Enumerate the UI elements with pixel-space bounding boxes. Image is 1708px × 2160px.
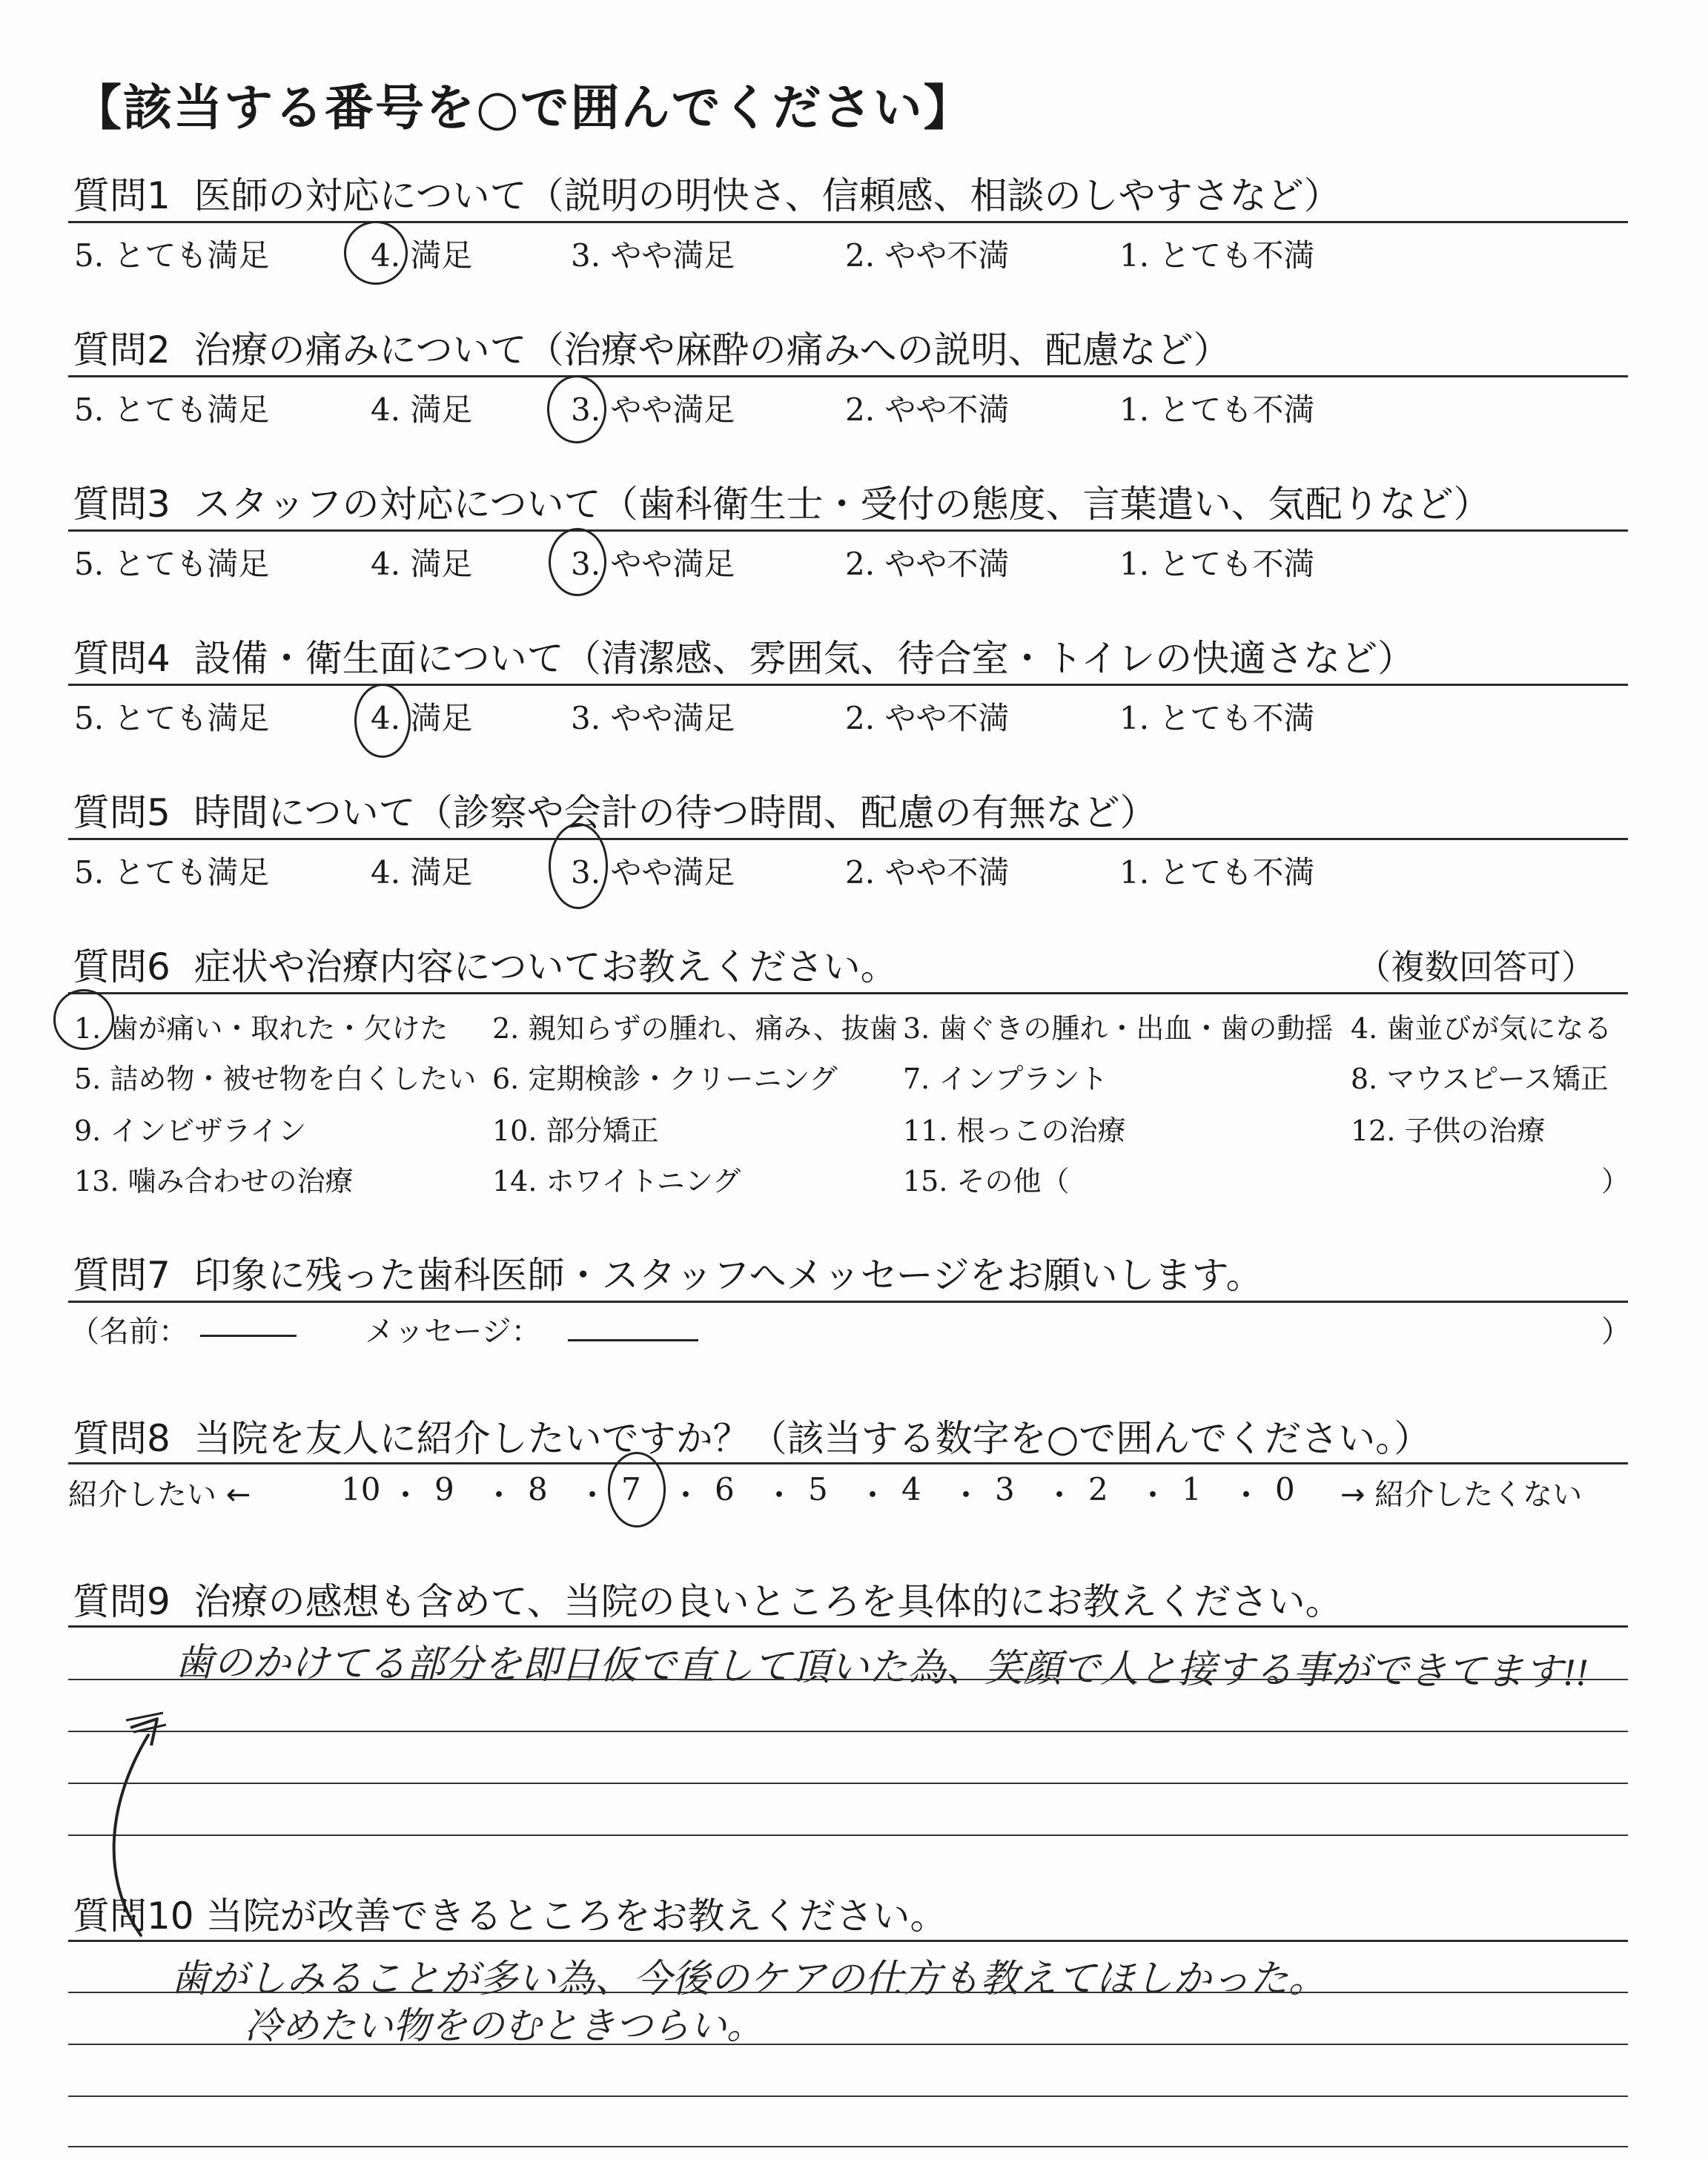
divider (68, 1625, 1628, 1628)
answer-line (68, 2044, 1628, 2045)
scale-value-10[interactable]: 10 (341, 1471, 381, 1507)
scale-separator: ・ (483, 1477, 515, 1513)
q6-item-15-close: ） (1601, 1165, 1630, 1198)
q10-handwritten-answer-line-1: 歯がしみることが多い為、今後のケアの仕方も教えてほしかった。 (171, 1958, 1328, 2001)
scale-value-4[interactable]: 4 (901, 1471, 921, 1507)
q3-option-3[interactable]: 3. やや満足 (571, 546, 735, 582)
question-text: スタッフの対応について（歯科衛生士・受付の態度、言葉遣い、気配りなど） (193, 483, 1491, 526)
question-text: 症状や治療内容についてお教えください。 (193, 945, 898, 988)
scale-separator: ・ (670, 1477, 702, 1513)
question-text: 時間について（診察や会計の待つ時間、配慮の有無など） (193, 791, 1157, 834)
scale-separator: ・ (577, 1477, 609, 1513)
question-label: 質問10 (73, 1895, 194, 1938)
divider (68, 992, 1628, 994)
question-3 (73, 475, 1491, 528)
question-label: 質問3 (73, 483, 171, 526)
q6-item-12[interactable]: 12. 子供の治療 (1351, 1114, 1546, 1147)
q2-option-1[interactable]: 1. とても不満 (1119, 392, 1315, 428)
scale-separator: ・ (1044, 1477, 1076, 1513)
q6-item-4[interactable]: 4. 歯並びが気になる (1351, 1012, 1612, 1045)
divider (68, 375, 1628, 377)
question-5 (73, 783, 1157, 836)
q6-item-9[interactable]: 9. インビザライン (74, 1114, 307, 1147)
divider (68, 838, 1628, 840)
answer-line (68, 1679, 1628, 1680)
scale-separator: ・ (764, 1477, 795, 1513)
q6-item-10[interactable]: 10. 部分矯正 (492, 1114, 659, 1147)
divider (68, 684, 1628, 686)
q6-item-8[interactable]: 8. マウスピース矯正 (1351, 1063, 1609, 1095)
question-10 (73, 1886, 947, 1940)
scale-separator: ・ (390, 1477, 422, 1513)
scale-separator: ・ (1137, 1477, 1169, 1513)
close-paren: ） (1601, 1315, 1631, 1349)
q9-handwritten-answer: 歯のかけてる部分を即日仮で直して頂いた為、笑顔で人と接する事ができてます!! (174, 1642, 1589, 1694)
answer-line (68, 1783, 1628, 1784)
q6-item-15[interactable]: 15. その他（ (903, 1165, 1070, 1198)
q6-item-2[interactable]: 2. 親知らずの腫れ、痛み、抜歯 (492, 1012, 898, 1045)
q1-option-4[interactable]: 4. 満足 (371, 237, 473, 274)
q6-item-1[interactable]: 1. 歯が痛い・取れた・欠けた (74, 1012, 448, 1045)
question-label: 質問4 (73, 637, 171, 680)
q6-item-14[interactable]: 14. ホワイトニング (492, 1165, 741, 1198)
answer-line (68, 2146, 1628, 2147)
q6-item-7[interactable]: 7. インプラント (903, 1063, 1108, 1095)
q6-item-13[interactable]: 13. 噛み合わせの治療 (74, 1165, 354, 1198)
question-label: 質問7 (73, 1254, 171, 1297)
scale-separator: ・ (1231, 1477, 1262, 1513)
q5-option-3[interactable]: 3. やや満足 (571, 854, 735, 891)
question-9 (73, 1572, 1343, 1625)
question-text: 当院を友人に紹介したいですか？（該当する数字を○で囲んでください。） (193, 1417, 1431, 1460)
scale-value-7[interactable]: 7 (621, 1471, 641, 1507)
q5-option-2[interactable]: 2. やや不満 (845, 854, 1010, 891)
q4-option-2[interactable]: 2. やや不満 (845, 700, 1010, 736)
q4-option-5[interactable]: 5. とても満足 (74, 700, 270, 736)
q3-option-2[interactable]: 2. やや不満 (845, 546, 1010, 582)
q2-option-3[interactable]: 3. やや満足 (571, 392, 735, 428)
recommend-right-label: → 紹介したくない (1340, 1478, 1583, 1512)
page-title: 【該当する番号を○で囲んでください】 (73, 79, 974, 136)
q4-option-4[interactable]: 4. 満足 (371, 700, 473, 736)
q1-option-2[interactable]: 2. やや不満 (845, 237, 1010, 274)
scale-value-5[interactable]: 5 (808, 1471, 828, 1507)
question-7 (73, 1246, 1263, 1299)
scale-separator: ・ (950, 1477, 982, 1513)
answer-line (68, 1731, 1628, 1732)
q3-option-4[interactable]: 4. 満足 (371, 546, 473, 582)
q2-option-2[interactable]: 2. やや不満 (845, 392, 1010, 428)
scale-value-3[interactable]: 3 (995, 1471, 1015, 1507)
question-8 (73, 1409, 1431, 1462)
question-4 (73, 629, 1414, 682)
name-label: （名前： (70, 1315, 188, 1349)
q5-option-4[interactable]: 4. 満足 (371, 854, 473, 891)
q6-item-6[interactable]: 6. 定期検診・クリーニング (492, 1063, 838, 1095)
q1-option-1[interactable]: 1. とても不満 (1119, 237, 1315, 274)
q5-option-1[interactable]: 1. とても不満 (1119, 854, 1315, 891)
question-text: 印象に残った歯科医師・スタッフへメッセージをお願いします。 (193, 1254, 1263, 1297)
divider (68, 529, 1628, 532)
scale-value-9[interactable]: 9 (434, 1471, 454, 1507)
scale-value-1[interactable]: 1 (1182, 1471, 1202, 1507)
q4-option-3[interactable]: 3. やや満足 (571, 700, 735, 736)
q1-option-3[interactable]: 3. やや満足 (571, 237, 735, 274)
question-text: 治療の痛みについて（治療や麻酔の痛みへの説明、配慮など） (193, 328, 1231, 371)
q5-option-5[interactable]: 5. とても満足 (74, 854, 270, 891)
q2-option-4[interactable]: 4. 満足 (371, 392, 473, 428)
question-label: 質問6 (73, 945, 171, 988)
q2-option-5[interactable]: 5. とても満足 (74, 392, 270, 428)
question-text: 設備・衛生面について（清潔感、雰囲気、待合室・トイレの快適さなど） (193, 637, 1415, 680)
question-text: 当院が改善できるところをお教えください。 (205, 1895, 947, 1938)
question-label: 質問8 (73, 1417, 171, 1460)
name-blank (200, 1335, 297, 1337)
answer-line (68, 2095, 1628, 2097)
question-label: 質問5 (73, 791, 171, 834)
question-1 (73, 166, 1341, 219)
recommend-left-label: 紹介したい ← (68, 1478, 251, 1512)
q6-item-5[interactable]: 5. 詰め物・被せ物を白くしたい (74, 1063, 477, 1095)
question-label: 質問2 (73, 328, 171, 371)
q6-item-3[interactable]: 3. 歯ぐきの腫れ・出血・歯の動揺 (903, 1012, 1334, 1045)
q4-option-1[interactable]: 1. とても不満 (1119, 700, 1315, 736)
question-text: 治療の感想も含めて、当院の良いところを具体的にお教えください。 (193, 1580, 1343, 1623)
scale-value-6[interactable]: 6 (715, 1471, 735, 1507)
question-6 (73, 937, 898, 991)
question-2 (73, 320, 1231, 374)
scale-value-8[interactable]: 8 (528, 1471, 548, 1507)
answer-line (68, 1992, 1628, 1993)
q3-option-1[interactable]: 1. とても不満 (1119, 546, 1315, 582)
scale-separator: ・ (857, 1477, 889, 1513)
divider (68, 1940, 1628, 1942)
q1-option-5[interactable]: 5. とても満足 (74, 237, 270, 274)
question-label: 質問9 (73, 1580, 171, 1623)
divider (68, 1462, 1628, 1464)
multiple-answer-note: （複数回答可） (1357, 947, 1595, 987)
scale-value-2[interactable]: 2 (1088, 1471, 1108, 1507)
question-label: 質問1 (73, 174, 171, 217)
divider (68, 1301, 1628, 1303)
divider (68, 221, 1628, 223)
message-label: メッセージ： (365, 1315, 541, 1349)
q3-option-5[interactable]: 5. とても満足 (74, 546, 270, 582)
q6-item-11[interactable]: 11. 根っこの治療 (903, 1114, 1126, 1147)
q10-handwritten-answer-line-2: 冷めたい物をのむときつらい。 (245, 2005, 764, 2047)
scale-value-0[interactable]: 0 (1275, 1471, 1295, 1507)
answer-line (68, 1834, 1628, 1836)
question-text: 医師の対応について（説明の明快さ、信頼感、相談のしやすさなど） (193, 174, 1341, 217)
message-blank (568, 1339, 698, 1341)
